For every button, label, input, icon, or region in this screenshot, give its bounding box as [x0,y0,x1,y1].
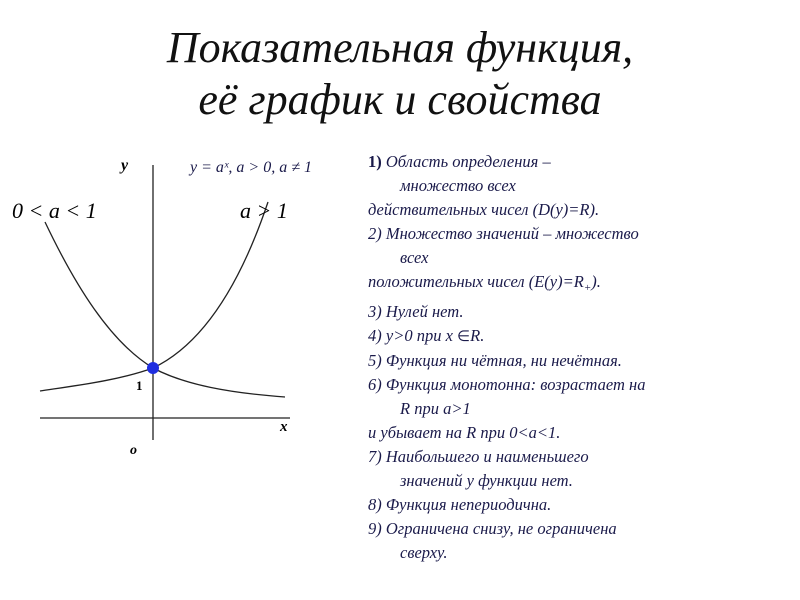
property-3: 3) Нулей нет. [368,302,464,321]
property-1 [368,150,788,174]
y-axis-label: y [121,157,129,174]
slide-title [0,22,800,126]
element-of-icon: ∈ [457,329,471,345]
property-7-cont: значений у функции нет. [400,471,573,490]
property-1-text: Область определения – [385,152,551,171]
property-5: 5) Функция ни чётная, ни нечётная. [368,351,622,370]
formula-label: y = aˣ, a > 0, a ≠ 1 [190,159,312,176]
property-6-cont: R при a>1 [400,399,471,418]
property-9-cont: сверху. [400,543,448,562]
property-7: 7) Наибольшего и наименьшего [368,447,589,466]
title-line-1: Показательная функция, [166,23,634,72]
properties-list [368,150,788,565]
right-condition-label: a > 1 [240,198,288,223]
property-2-subscript: + [583,282,592,294]
property-4-end: R. [470,326,485,345]
left-condition-label: 0 < a < 1 [12,198,97,223]
property-2-text: положительных чисел (E(y)=R [368,272,584,291]
property-9: 9) Ограничена снизу, не ограничена [368,519,617,538]
property-2-cont: всех [400,248,429,267]
property-6: 6) Функция монотонна: возрастает на [368,375,646,394]
property-6-end: и убывает на R при 0<a<1. [368,423,561,442]
x-axis-label: x [280,419,288,435]
property-8: 8) Функция непериодична. [368,495,552,514]
property-1-end: действительных чисел (D(y)=R). [368,200,600,219]
property-2: 2) Множество значений – множество [368,224,639,243]
exponential-graph [0,150,370,470]
property-4 [368,324,788,349]
property-1-number: 1) [368,152,386,171]
property-4-text: 4) y>0 при x [368,326,458,345]
curve-decreasing [45,222,285,397]
intercept-point [147,362,159,374]
property-2-close: ). [591,272,601,291]
property-1-cont: множество всех [400,176,516,195]
one-label: 1 [136,378,143,393]
origin-label: o [130,443,137,458]
property-2-end [368,270,788,300]
title-line-2: её график и свойства [198,75,602,124]
